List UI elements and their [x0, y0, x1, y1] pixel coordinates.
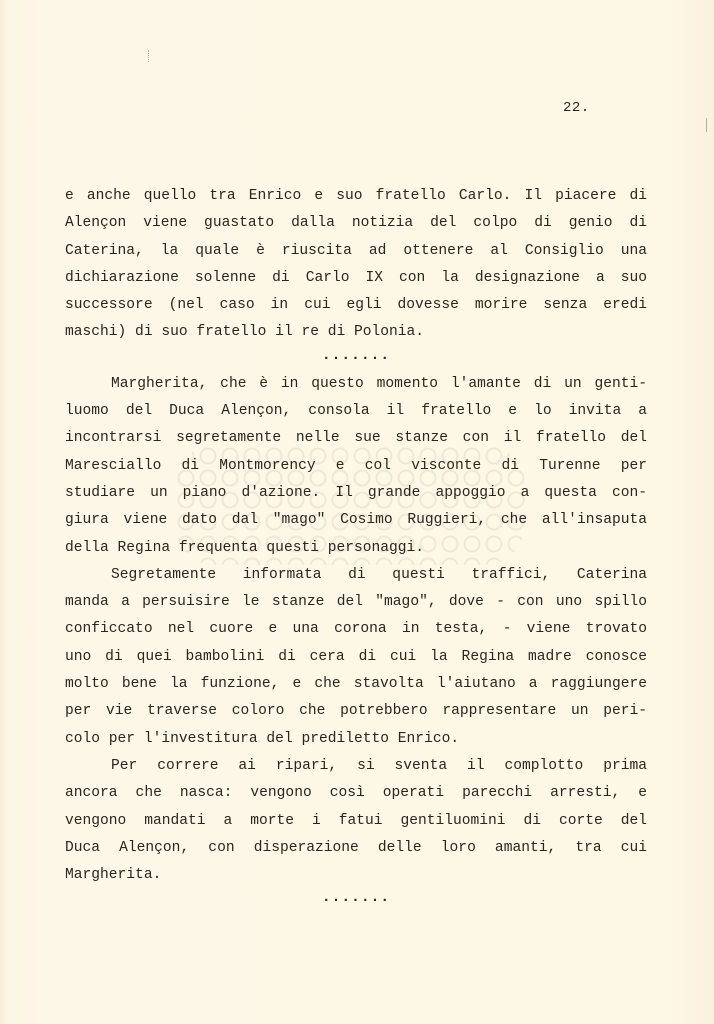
text-line: ancora che nasca: vengono così operati parecchi arresti, e	[65, 785, 647, 802]
text-line: Maresciallo di Montmorency e col visconte di Turenne per	[65, 457, 647, 474]
text-line: luomo del Duca Alençon, consola il fratello e lo invita a	[65, 403, 647, 420]
text-line: giura viene dato dal "mago" Cosimo Ruggieri, che all'insaputa	[65, 512, 647, 529]
text-line: dichiarazione solenne di Carlo IX con la designazione a suo	[65, 269, 647, 286]
text-line: Margherita, che è in questo momento l'amante di un genti-	[111, 375, 647, 392]
text-line: colo per l'investitura del prediletto Enrico.	[65, 730, 460, 747]
body-text	[65, 183, 647, 913]
section-separator: .......	[321, 347, 391, 364]
text-line: successore (nel caso in cui egli dovesse morire senza eredi	[65, 297, 647, 314]
paragraph-4	[65, 753, 647, 889]
text-line: molto bene la funzione, e che stavolta l'aiutano a raggiungere	[65, 676, 647, 693]
paragraph-2	[65, 371, 647, 562]
text-line: Alençon viene guastato dalla notizia del colpo di genio di	[65, 215, 647, 232]
text-line: manda a persuisire le stanze del "mago", dove - con uno spillo	[65, 594, 647, 611]
scan-mark	[148, 50, 150, 62]
text-line: Caterina, la quale è riuscita ad ottenere al Consiglio una	[65, 242, 647, 259]
margin-mark	[706, 118, 707, 132]
text-line: uno di quei bambolini di cera di cui la Regina madre conosce	[65, 648, 647, 665]
text-line: e anche quello tra Enrico e suo fratello Carlo. Il piacere di	[65, 188, 647, 204]
text-line: Margherita.	[65, 867, 162, 884]
text-line: della Regina frequenta questi personaggi.	[65, 539, 425, 556]
paragraph-1	[65, 183, 647, 347]
page-number: 22.	[563, 100, 590, 116]
text-line: studiare un piano d'azione. Il grande appoggio a questa con-	[65, 484, 647, 501]
text-line: Duca Alençon, con disperazione delle loro amanti, tra cui	[65, 839, 647, 856]
text-line: per vie traverse coloro che potrebbero rappresentare un peri-	[65, 703, 647, 720]
text-line: vengono mandati a morte i fatui gentiluomini di corte del	[65, 812, 647, 829]
paragraph-3	[65, 562, 647, 753]
text-line: maschi) di suo fratello il re di Polonia.	[65, 324, 425, 341]
section-separator-end: .......	[321, 890, 391, 907]
text-line: Segretamente informata di questi traffici, Caterina	[111, 566, 647, 583]
text-line: Per correre ai ripari, si sventa il complotto prima	[111, 757, 647, 774]
text-line: incontrarsi segretamente nelle sue stanze con il fratello del	[65, 430, 647, 447]
text-line: conficcato nel cuore e una corona in testa, - viene trovato	[65, 621, 647, 638]
